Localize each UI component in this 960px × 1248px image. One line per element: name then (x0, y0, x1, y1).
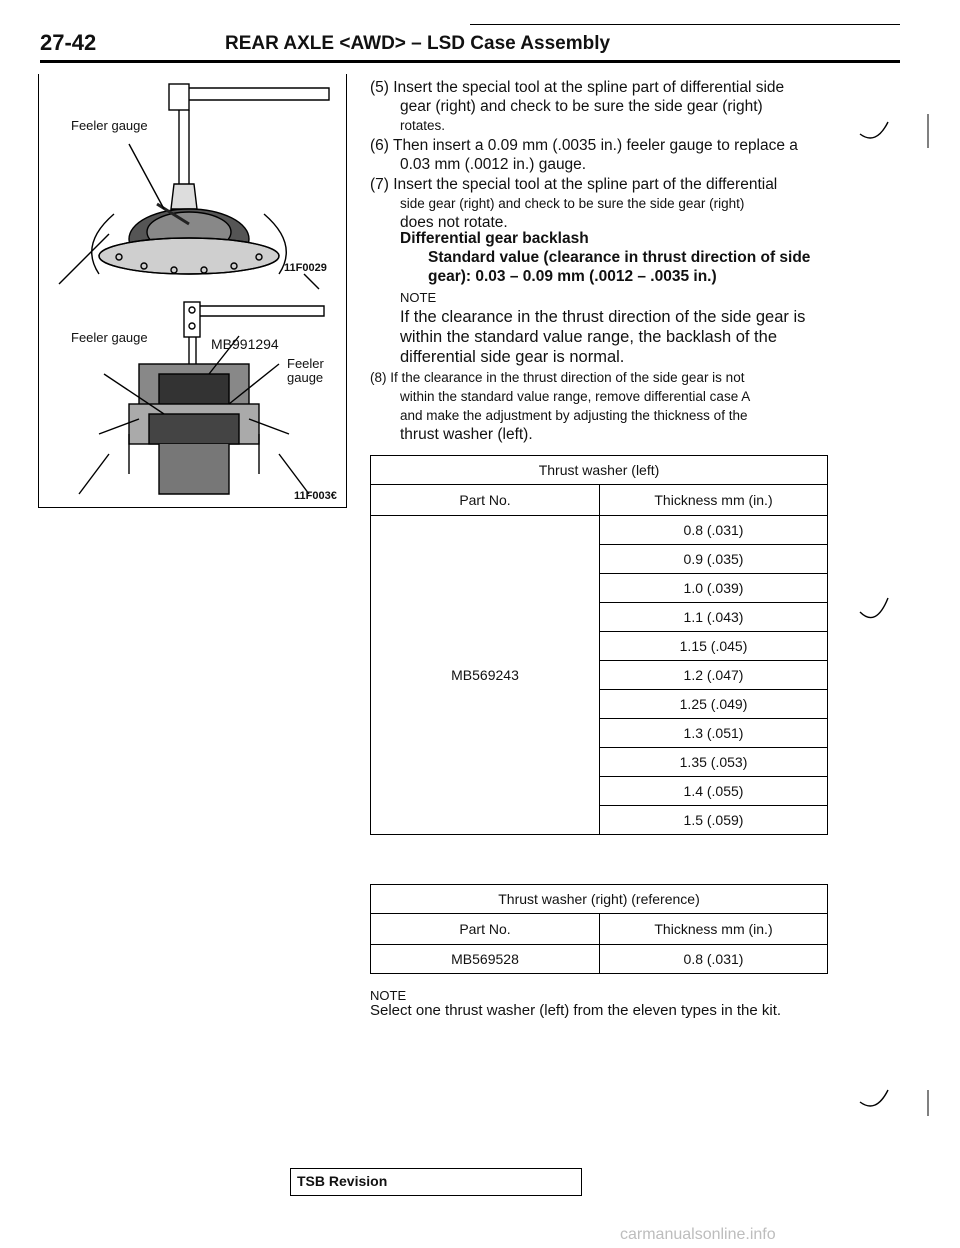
table-right-col-thickness: Thickness mm (in.) (600, 914, 828, 945)
step-5 (370, 78, 832, 135)
header-rule (40, 60, 900, 63)
margin-mark (858, 112, 938, 152)
note-line2: within the standard value range, the backlash of the (400, 328, 777, 346)
figure2-gauge-label: gauge (287, 370, 324, 385)
thrust-washer-left-table (370, 455, 828, 835)
page-header (40, 30, 900, 60)
step-7-line3: does not rotate. (400, 214, 508, 231)
table-right-col-part: Part No. (371, 914, 600, 945)
table-row: 1.2 (.047) (600, 661, 828, 690)
step-6-line2: 0.03 mm (.0012 in.) gauge. (400, 156, 587, 173)
table-right-part-number: MB569528 (371, 945, 600, 974)
bottom-note-label: NOTE (370, 988, 407, 1003)
note-1 (370, 288, 832, 367)
margin-mark (858, 1080, 938, 1120)
watermark: carmanualsonline.info (620, 1226, 776, 1243)
table-left-col-thickness: Thickness mm (in.) (600, 485, 828, 516)
figure1-code: 11F0029 (284, 262, 327, 274)
step-5-line3: rotates. (400, 118, 446, 133)
step-7 (370, 175, 832, 232)
margin-mark (858, 590, 898, 630)
step-5-line2: gear (right) and check to be sure the side gear (right) (400, 98, 763, 115)
tsb-revision-label: TSB Revision (297, 1173, 388, 1189)
step-8 (370, 368, 832, 444)
header-top-rule (470, 24, 900, 25)
figure2-code: 11F003€ (294, 490, 337, 502)
figure2-feeler-gauge-label: Feeler gauge (71, 330, 148, 345)
thrust-washer-right-table (370, 884, 828, 974)
backlash-spec (370, 229, 832, 286)
table-row: 1.15 (.045) (600, 632, 828, 661)
table-right-title: Thrust washer (right) (reference) (371, 885, 828, 914)
figure1-feeler-gauge-label: Feeler gauge (71, 118, 148, 133)
step-8-line3: and make the adjustment by adjusting the thickness of the (400, 408, 748, 423)
table-row: 1.3 (.051) (600, 719, 828, 748)
step-8-line2: within the standard value range, remove differential case A (400, 389, 751, 404)
backlash-value: gear): 0.03 – 0.09 mm (.0012 – .0035 in.) (428, 268, 717, 285)
table-row: 0.9 (.035) (600, 545, 828, 574)
table-row: 1.5 (.059) (600, 806, 828, 835)
table-row: 1.35 (.053) (600, 748, 828, 777)
step-7-line1: (7) Insert the special tool at the spline part of the differential (370, 176, 778, 193)
illustration-panel (38, 74, 347, 508)
step-7-line2: side gear (right) and check to be sure the side gear (right) (400, 196, 745, 211)
table-right-thickness: 0.8 (.031) (600, 945, 828, 974)
backlash-standard: Standard value (clearance in thrust direction of side (428, 249, 811, 266)
table-left-col-part: Part No. (371, 485, 600, 516)
page-number: 27-42 (40, 30, 97, 55)
table-row: 1.25 (.049) (600, 690, 828, 719)
step-6-line1: (6) Then insert a 0.09 mm (.0035 in.) feeler gauge to replace a (370, 137, 798, 154)
figure2-tool-number: MB991294 (211, 336, 279, 352)
table-left-title: Thrust washer (left) (371, 456, 828, 485)
backlash-title: Differential gear backlash (400, 230, 589, 247)
table-row: 1.4 (.055) (600, 777, 828, 806)
note-line3: differential side gear is normal. (400, 348, 625, 366)
note-label: NOTE (400, 290, 437, 305)
step-6 (370, 136, 832, 174)
tsb-revision-box (290, 1168, 582, 1196)
figure2-feeler-label: Feeler (287, 356, 324, 371)
step-8-line4: thrust washer (left). (400, 426, 533, 443)
lsd-illustration (39, 74, 346, 507)
bottom-note-text: Select one thrust washer (left) from the eleven types in the kit. (370, 1002, 782, 1019)
table-row: 1.1 (.043) (600, 603, 828, 632)
table-row: 0.8 (.031) (600, 516, 828, 545)
step-5-line1: (5) Insert the special tool at the spline part of differential side (370, 79, 785, 96)
step-8-line1: (8) If the clearance in the thrust direction of the side gear is not (370, 370, 745, 385)
table-left-part-number: MB569243 (371, 516, 600, 835)
note-line1: If the clearance in the thrust direction of the side gear is (400, 308, 806, 326)
page-title: REAR AXLE <AWD> – LSD Case Assembly (225, 33, 611, 54)
table-row: 1.0 (.039) (600, 574, 828, 603)
